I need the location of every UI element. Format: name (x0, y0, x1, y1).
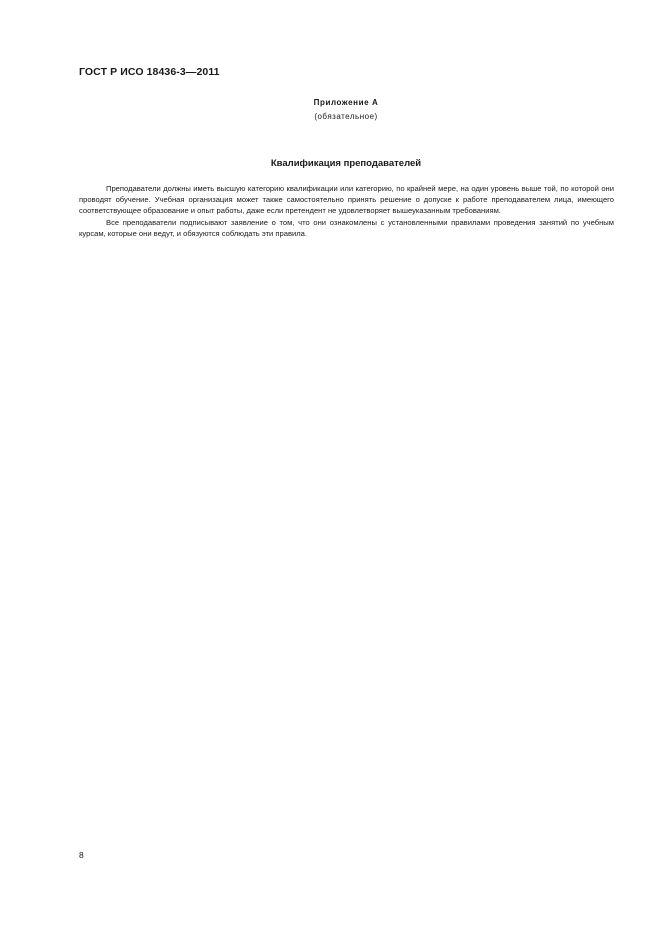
document-code: ГОСТ Р ИСО 18436-3—2011 (79, 66, 220, 78)
paragraph: Все преподаватели подписывают заявление о том, что они ознакомлены с установленными правилами проведения занятий по учебным курсам, которые они ведут, и обязуются соблюдать эти правила. (79, 217, 614, 238)
section-title: Квалификация преподавателей (270, 158, 422, 169)
paragraph: Преподаватели должны иметь высшую категорию квалификации или категорию, по крайней мере, на один уровень выше той, по которой они проводят обучение. Учебная организация может также самостоятельно принять решение о допуске к работе преподавателем лица, имеющего соответствующее образование и опыт работы, даже если претендент не удовлетворяет вышеуказанным требованиям. (79, 184, 614, 216)
annex-heading (0, 96, 661, 124)
annex-title: Приложение А (313, 98, 379, 107)
page-number: 8 (79, 850, 84, 860)
body-text (79, 183, 614, 239)
annex-status: (обязательное) (314, 112, 378, 121)
